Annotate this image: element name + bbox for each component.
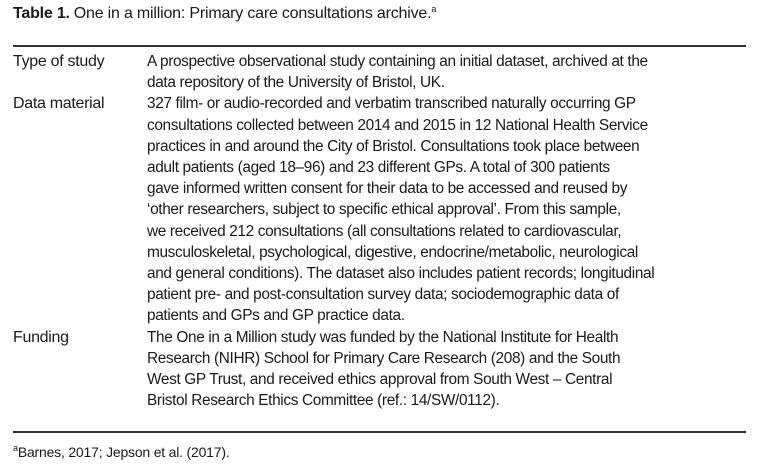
- text-line: gave informed written consent for their data to be accessed and reused by: [147, 180, 628, 198]
- text-line: A prospective observational study containing an initial dataset, archived at the: [147, 53, 648, 70]
- study-table: [13, 51, 748, 411]
- footnote-mark: a: [13, 443, 18, 453]
- row-label: Funding: [13, 328, 69, 346]
- text-line: we received 212 consultations (all consultations related to cardiovascular,: [147, 222, 622, 240]
- table-row: [13, 51, 748, 93]
- row-content: [147, 51, 748, 93]
- text-line: and general conditions). The dataset also includes patient records; longitudinal: [147, 265, 655, 283]
- row-label: Data material: [13, 95, 105, 113]
- table-row: [13, 327, 748, 412]
- text-line: patients and GPs and GP practice data.: [147, 307, 405, 325]
- text-line: musculoskeletal, psychological, digestive, endocrine/metabolic, neurological: [147, 243, 638, 261]
- table-caption: [13, 5, 436, 23]
- text-line: practices in and around the City of Bristol. Consultations took place between: [147, 137, 640, 155]
- row-content: [147, 93, 748, 326]
- footnote-text: Barnes, 2017; Jepson et al. (2017).: [17, 444, 230, 460]
- table-footnote: [13, 444, 230, 460]
- row-label: Type of study: [13, 53, 105, 70]
- text-line: 327 film- or audio-recorded and verbatim transcribed naturally occurring GP: [147, 95, 636, 113]
- row-content: [147, 327, 748, 412]
- text-line: adult patients (aged 18–96) and 23 different GPs. A total of 300 patients: [147, 159, 610, 177]
- text-line: Research (NIHR) School for Primary Care Research (208) and the South: [147, 349, 621, 367]
- text-line: patient pre- and post-consultation survey data; sociodemographic data of: [147, 286, 619, 304]
- text-line: West GP Trust, and received ethics approval from South West – Central: [147, 371, 613, 389]
- text-line: data repository of the University of Bristol, UK.: [147, 74, 445, 92]
- text-line: consultations collected between 2014 and 2015 in 12 National Health Service: [147, 116, 648, 134]
- table-title: One in a million: Primary care consultations archive.: [73, 5, 432, 22]
- top-rule: [13, 45, 746, 47]
- table-number: Table 1.: [13, 5, 70, 22]
- table-row: [13, 93, 748, 326]
- text-line: The One in a Million study was funded by the National Institute for Health: [147, 328, 619, 346]
- footnote-mark: a: [431, 4, 437, 14]
- text-line: Bristol Research Ethics Committee (ref.: 14/SW/0112).: [147, 392, 500, 410]
- bottom-rule: [13, 431, 746, 433]
- text-line: ‘other researchers, subject to specific ethical approval’. From this sample,: [147, 201, 621, 219]
